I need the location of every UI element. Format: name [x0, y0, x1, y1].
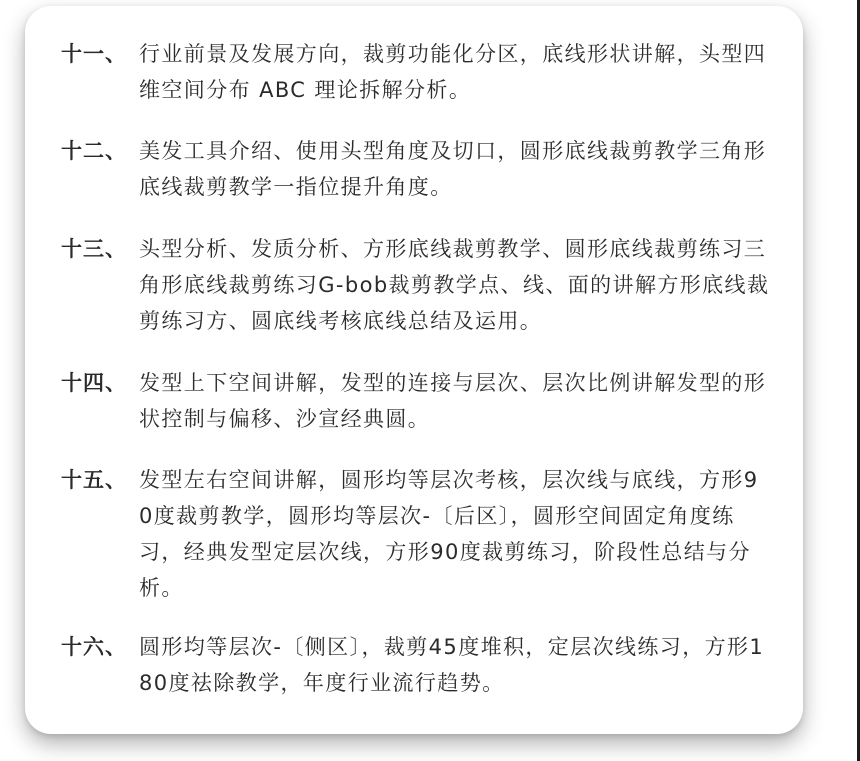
outline-item-14 — [61, 365, 773, 437]
outline-item-15 — [61, 462, 773, 606]
item-text: 圆形均等层次-〔侧区〕，裁剪45度堆积，定层次线练习，方形180度祛除教学，年度行业流行趋势。 — [139, 635, 765, 695]
item-number: 十二、 — [61, 139, 127, 163]
outline-item-12 — [61, 133, 773, 205]
item-text: 美发工具介绍、使用头型角度及切口，圆形底线裁剪教学三角形底线裁剪教学一指位提升角度。 — [139, 139, 767, 199]
outline-item-16 — [61, 629, 773, 701]
item-number: 十一、 — [61, 42, 127, 66]
item-text: 头型分析、发质分析、方形底线裁剪教学、圆形底线裁剪练习三角形底线裁剪练习G-bob裁剪教学点、线、面的讲解方形底线裁剪练习方、圆底线考核底线总结及运用。 — [139, 237, 770, 333]
course-outline-card — [25, 6, 803, 734]
outline-item-11 — [61, 36, 773, 108]
item-number: 十五、 — [61, 468, 127, 492]
item-number: 十三、 — [61, 237, 127, 261]
item-text: 发型左右空间讲解，圆形均等层次考核，层次线与底线，方形90度裁剪教学，圆形均等层次-〔后区〕，圆形空间固定角度练习，经典发型定层次线，方形90度裁剪练习，阶段性总结与分析。 — [139, 468, 759, 600]
item-text: 行业前景及发展方向，裁剪功能化分区，底线形状讲解，头型四维空间分布 ABC 理论拆解分析。 — [139, 42, 767, 102]
item-text: 发型上下空间讲解，发型的连接与层次、层次比例讲解发型的形状控制与偏移、沙宣经典圆。 — [139, 371, 767, 431]
item-number: 十六、 — [61, 635, 127, 659]
outline-item-13 — [61, 231, 773, 339]
item-number: 十四、 — [61, 371, 127, 395]
